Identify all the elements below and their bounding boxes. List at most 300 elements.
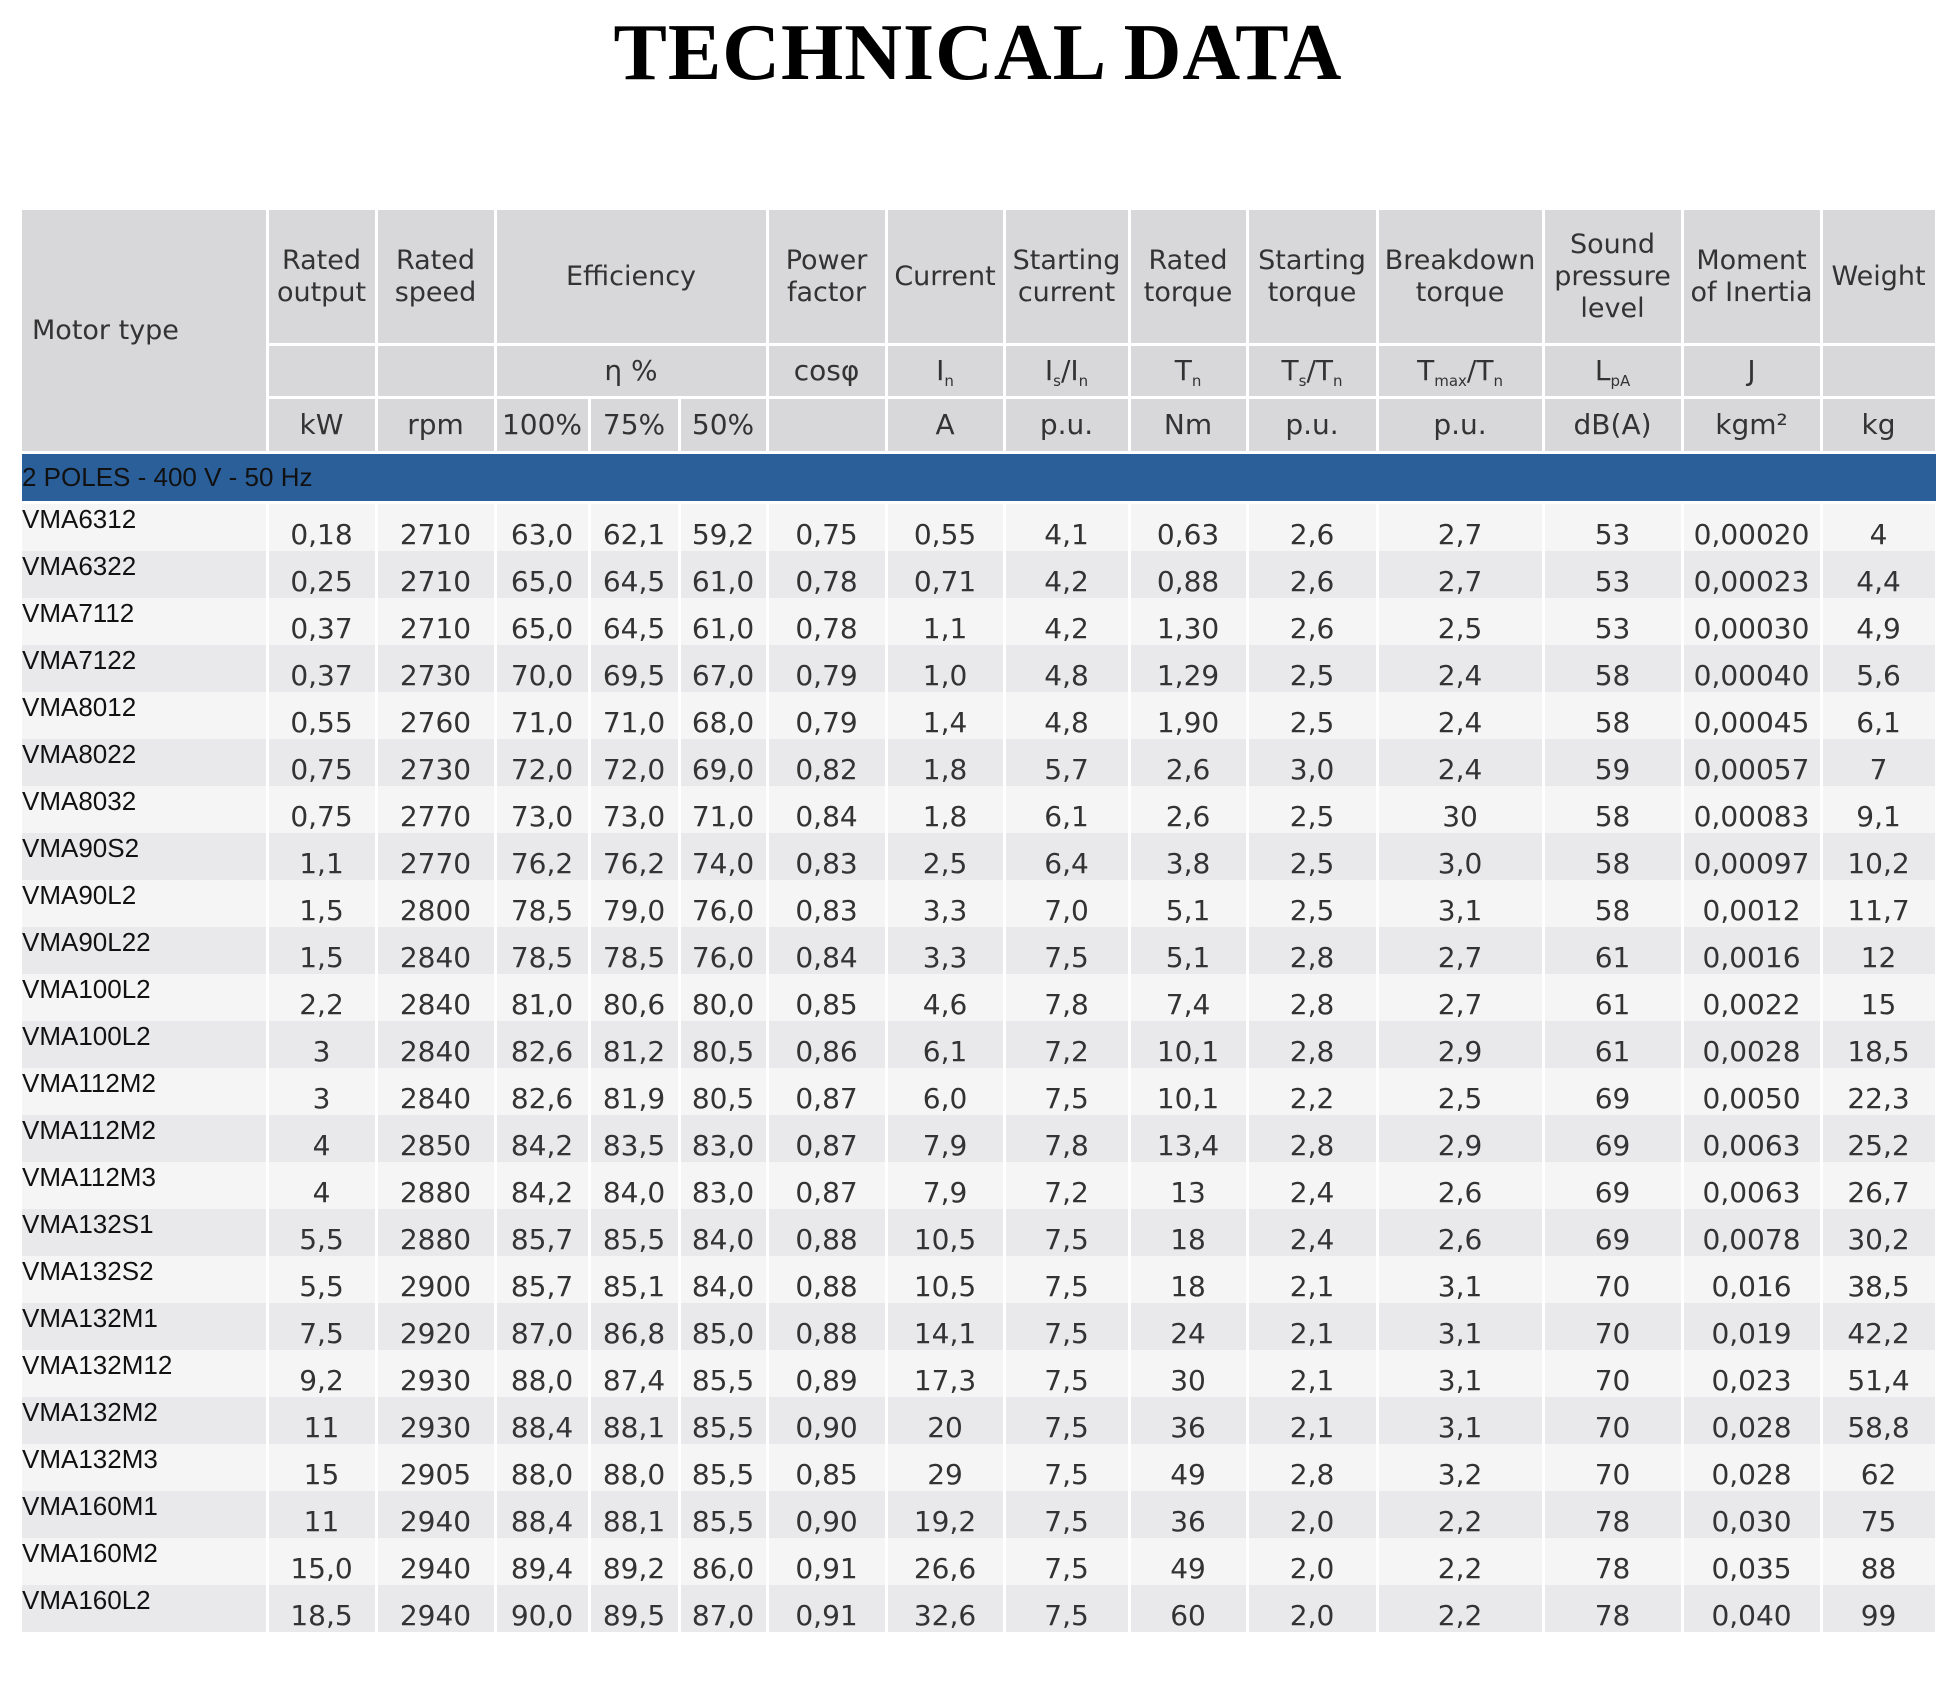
cell-weight: 10,2 [1821,833,1936,880]
cell-power-factor: 0,83 [767,833,886,880]
cell-sound-pressure: 70 [1543,1350,1682,1397]
section-label: 2 POLES - 400 V - 50 Hz [22,453,1936,503]
cell-sound-pressure: 69 [1543,1162,1682,1209]
cell-rated-speed: 2730 [376,739,495,786]
cell-moment-of-inertia: 0,00083 [1682,786,1821,833]
unit-eff-75: 75% [589,398,679,453]
cell-eff-75: 85,5 [589,1209,679,1256]
cell-moment-of-inertia: 0,030 [1682,1491,1821,1538]
cell-eff-100: 65,0 [495,598,589,645]
cell-starting-torque: 2,5 [1247,692,1377,739]
cell-motor-type: VMA6312 [22,503,267,552]
cell-eff-100: 76,2 [495,833,589,880]
cell-rated-torque: 36 [1129,1397,1247,1444]
cell-motor-type: VMA6322 [22,551,267,598]
cell-starting-torque: 3,0 [1247,739,1377,786]
symbol-lpa: $L_{pA}$ [1543,345,1682,398]
symbol-tn: $T_n$ [1129,345,1247,398]
cell-weight: 22,3 [1821,1068,1936,1115]
cell-rated-torque: 18 [1129,1256,1247,1303]
cell-current: 19,2 [886,1491,1004,1538]
cell-breakdown-torque: 2,2 [1377,1491,1543,1538]
table-row [22,1256,1936,1303]
cell-rated-speed: 2940 [376,1491,495,1538]
cell-rated-speed: 2760 [376,692,495,739]
cell-rated-output: 15 [267,1444,376,1491]
cell-eff-100: 63,0 [495,503,589,552]
cell-breakdown-torque: 2,9 [1377,1021,1543,1068]
section-row [22,453,1936,503]
cell-moment-of-inertia: 0,0050 [1682,1068,1821,1115]
cell-eff-75: 85,1 [589,1256,679,1303]
cell-eff-75: 62,1 [589,503,679,552]
unit-pu: p.u. [1004,398,1129,453]
cell-current: 26,6 [886,1538,1004,1585]
cell-eff-75: 81,2 [589,1021,679,1068]
cell-rated-speed: 2840 [376,927,495,974]
cell-starting-current: 7,5 [1004,1068,1129,1115]
cell-eff-50: 80,5 [679,1021,767,1068]
cell-eff-50: 83,0 [679,1115,767,1162]
cell-eff-75: 86,8 [589,1303,679,1350]
cell-current: 17,3 [886,1350,1004,1397]
cell-starting-torque: 2,4 [1247,1209,1377,1256]
cell-eff-50: 85,5 [679,1444,767,1491]
cell-rated-torque: 13 [1129,1162,1247,1209]
symbol-j: J [1682,345,1821,398]
cell-breakdown-torque: 2,7 [1377,503,1543,552]
cell-rated-torque: 49 [1129,1444,1247,1491]
cell-eff-75: 88,1 [589,1491,679,1538]
cell-eff-50: 80,0 [679,974,767,1021]
cell-rated-torque: 5,1 [1129,927,1247,974]
cell-eff-75: 78,5 [589,927,679,974]
cell-moment-of-inertia: 0,0063 [1682,1162,1821,1209]
table-body [22,453,1936,1633]
cell-breakdown-torque: 3,1 [1377,880,1543,927]
cell-current: 7,9 [886,1162,1004,1209]
cell-weight: 58,8 [1821,1397,1936,1444]
cell-power-factor: 0,91 [767,1538,886,1585]
cell-breakdown-torque: 3,2 [1377,1444,1543,1491]
cell-eff-100: 88,0 [495,1350,589,1397]
cell-moment-of-inertia: 0,0063 [1682,1115,1821,1162]
cell-moment-of-inertia: 0,00030 [1682,598,1821,645]
cell-breakdown-torque: 2,4 [1377,739,1543,786]
cell-weight: 18,5 [1821,1021,1936,1068]
cell-weight: 15 [1821,974,1936,1021]
cell-eff-100: 82,6 [495,1068,589,1115]
cell-rated-torque: 5,1 [1129,880,1247,927]
cell-sound-pressure: 58 [1543,880,1682,927]
cell-moment-of-inertia: 0,028 [1682,1397,1821,1444]
symbol-in: $I_n$ [886,345,1004,398]
cell-starting-torque: 2,1 [1247,1397,1377,1444]
cell-rated-output: 0,37 [267,645,376,692]
cell-rated-speed: 2770 [376,833,495,880]
cell-starting-current: 7,5 [1004,1256,1129,1303]
cell-rated-speed: 2930 [376,1397,495,1444]
cell-power-factor: 0,85 [767,1444,886,1491]
cell-starting-current: 4,2 [1004,551,1129,598]
cell-eff-50: 85,5 [679,1350,767,1397]
cell-rated-output: 3 [267,1068,376,1115]
header-efficiency: Efficiency [495,210,767,345]
cell-rated-torque: 30 [1129,1350,1247,1397]
cell-moment-of-inertia: 0,040 [1682,1585,1821,1632]
cell-eff-100: 84,2 [495,1115,589,1162]
cell-moment-of-inertia: 0,00057 [1682,739,1821,786]
cell-power-factor: 0,78 [767,551,886,598]
cell-moment-of-inertia: 0,0078 [1682,1209,1821,1256]
cell-breakdown-torque: 2,2 [1377,1538,1543,1585]
cell-sound-pressure: 70 [1543,1444,1682,1491]
cell-power-factor: 0,84 [767,786,886,833]
cell-rated-output: 0,18 [267,503,376,552]
cell-starting-current: 7,8 [1004,974,1129,1021]
cell-starting-torque: 2,8 [1247,1115,1377,1162]
cell-eff-75: 80,6 [589,974,679,1021]
cell-current: 14,1 [886,1303,1004,1350]
cell-eff-50: 85,0 [679,1303,767,1350]
cell-rated-output: 18,5 [267,1585,376,1632]
cell-eff-50: 80,5 [679,1068,767,1115]
cell-weight: 5,6 [1821,645,1936,692]
cell-rated-torque: 7,4 [1129,974,1247,1021]
cell-starting-torque: 2,5 [1247,786,1377,833]
cell-eff-100: 90,0 [495,1585,589,1632]
cell-starting-current: 7,5 [1004,1585,1129,1632]
cell-weight: 6,1 [1821,692,1936,739]
cell-current: 2,5 [886,833,1004,880]
symbol-tmax-tn: $T_{max}/T_n$ [1377,345,1543,398]
cell-rated-torque: 0,88 [1129,551,1247,598]
cell-eff-75: 83,5 [589,1115,679,1162]
cell-starting-current: 4,8 [1004,645,1129,692]
unit-nm: Nm [1129,398,1247,453]
table-row [22,1538,1936,1585]
header-motor-type: Motor type [22,210,267,453]
cell-starting-torque: 2,8 [1247,974,1377,1021]
cell-rated-output: 0,25 [267,551,376,598]
cell-rated-torque: 10,1 [1129,1021,1247,1068]
cell-eff-100: 85,7 [495,1209,589,1256]
cell-eff-100: 85,7 [495,1256,589,1303]
cell-sound-pressure: 61 [1543,927,1682,974]
table-row [22,503,1936,552]
cell-rated-speed: 2730 [376,645,495,692]
cell-eff-50: 86,0 [679,1538,767,1585]
cell-eff-75: 84,0 [589,1162,679,1209]
cell-motor-type: VMA8022 [22,739,267,786]
cell-rated-speed: 2880 [376,1162,495,1209]
table-row [22,1162,1936,1209]
cell-current: 3,3 [886,927,1004,974]
cell-weight: 62 [1821,1444,1936,1491]
header-breakdown-torque: Breakdown torque [1377,210,1543,345]
cell-eff-100: 78,5 [495,880,589,927]
cell-rated-output: 1,5 [267,927,376,974]
cell-current: 29 [886,1444,1004,1491]
cell-breakdown-torque: 2,5 [1377,1068,1543,1115]
cell-eff-50: 69,0 [679,739,767,786]
cell-rated-speed: 2930 [376,1350,495,1397]
cell-starting-current: 7,2 [1004,1021,1129,1068]
cell-eff-75: 69,5 [589,645,679,692]
cell-eff-50: 68,0 [679,692,767,739]
cell-motor-type: VMA132M12 [22,1350,267,1397]
cell-rated-output: 3 [267,1021,376,1068]
cell-starting-torque: 2,1 [1247,1350,1377,1397]
cell-eff-50: 83,0 [679,1162,767,1209]
table-row [22,1491,1936,1538]
cell-power-factor: 0,90 [767,1491,886,1538]
header-rated-torque: Rated torque [1129,210,1247,345]
cell-current: 0,55 [886,503,1004,552]
cell-starting-torque: 2,0 [1247,1538,1377,1585]
cell-eff-75: 72,0 [589,739,679,786]
cell-breakdown-torque: 3,1 [1377,1397,1543,1444]
table-row [22,1068,1936,1115]
cell-rated-output: 5,5 [267,1209,376,1256]
table-row [22,1585,1936,1632]
cell-starting-torque: 2,4 [1247,1162,1377,1209]
cell-eff-75: 89,5 [589,1585,679,1632]
table-row [22,1350,1936,1397]
cell-moment-of-inertia: 0,00020 [1682,503,1821,552]
unit-blank [767,398,886,453]
cell-eff-50: 74,0 [679,833,767,880]
cell-current: 1,1 [886,598,1004,645]
cell-eff-50: 61,0 [679,551,767,598]
cell-eff-100: 78,5 [495,927,589,974]
cell-rated-torque: 49 [1129,1538,1247,1585]
header-starting-torque: Starting torque [1247,210,1377,345]
cell-eff-50: 71,0 [679,786,767,833]
cell-rated-speed: 2710 [376,503,495,552]
cell-current: 1,4 [886,692,1004,739]
table-row [22,1209,1936,1256]
header-rated-output: Rated output [267,210,376,345]
cell-weight: 38,5 [1821,1256,1936,1303]
table-row [22,1115,1936,1162]
cell-eff-75: 89,2 [589,1538,679,1585]
cell-motor-type: VMA100L2 [22,1021,267,1068]
cell-weight: 4,4 [1821,551,1936,598]
table-row [22,598,1936,645]
cell-rated-torque: 2,6 [1129,786,1247,833]
unit-kw: kW [267,398,376,453]
cell-eff-100: 87,0 [495,1303,589,1350]
cell-weight: 51,4 [1821,1350,1936,1397]
cell-power-factor: 0,78 [767,598,886,645]
cell-eff-50: 84,0 [679,1209,767,1256]
cell-starting-torque: 2,8 [1247,1444,1377,1491]
table-row [22,692,1936,739]
cell-rated-speed: 2840 [376,974,495,1021]
cell-sound-pressure: 70 [1543,1256,1682,1303]
cell-rated-output: 1,5 [267,880,376,927]
cell-breakdown-torque: 3,1 [1377,1303,1543,1350]
cell-eff-50: 84,0 [679,1256,767,1303]
cell-starting-torque: 2,8 [1247,927,1377,974]
unit-eff-50: 50% [679,398,767,453]
cell-eff-50: 85,5 [679,1397,767,1444]
cell-breakdown-torque: 2,7 [1377,927,1543,974]
cell-eff-100: 81,0 [495,974,589,1021]
cell-starting-torque: 2,8 [1247,1021,1377,1068]
cell-starting-current: 7,8 [1004,1115,1129,1162]
cell-breakdown-torque: 2,9 [1377,1115,1543,1162]
cell-current: 32,6 [886,1585,1004,1632]
cell-power-factor: 0,87 [767,1162,886,1209]
unit-ampere: A [886,398,1004,453]
cell-eff-100: 88,0 [495,1444,589,1491]
cell-power-factor: 0,86 [767,1021,886,1068]
symbol-cosphi: cosφ [767,345,886,398]
table-row [22,974,1936,1021]
table-row [22,551,1936,598]
cell-eff-75: 88,1 [589,1397,679,1444]
cell-current: 4,6 [886,974,1004,1021]
cell-moment-of-inertia: 0,0016 [1682,927,1821,974]
cell-weight: 4 [1821,503,1936,552]
symbol-blank [376,345,495,398]
cell-power-factor: 0,84 [767,927,886,974]
cell-sound-pressure: 78 [1543,1491,1682,1538]
cell-rated-output: 0,75 [267,739,376,786]
cell-moment-of-inertia: 0,0028 [1682,1021,1821,1068]
cell-eff-50: 87,0 [679,1585,767,1632]
cell-weight: 75 [1821,1491,1936,1538]
cell-sound-pressure: 53 [1543,503,1682,552]
table-row [22,1444,1936,1491]
cell-moment-of-inertia: 0,016 [1682,1256,1821,1303]
header-power-factor: Power factor [767,210,886,345]
unit-dba: dB(A) [1543,398,1682,453]
cell-power-factor: 0,82 [767,739,886,786]
cell-current: 0,71 [886,551,1004,598]
cell-eff-100: 89,4 [495,1538,589,1585]
cell-starting-current: 6,4 [1004,833,1129,880]
cell-current: 10,5 [886,1256,1004,1303]
cell-eff-100: 88,4 [495,1397,589,1444]
cell-weight: 88 [1821,1538,1936,1585]
cell-rated-speed: 2770 [376,786,495,833]
cell-sound-pressure: 78 [1543,1585,1682,1632]
unit-kg: kg [1821,398,1936,453]
unit-pu: p.u. [1377,398,1543,453]
unit-pu: p.u. [1247,398,1377,453]
header-rated-speed: Rated speed [376,210,495,345]
cell-motor-type: VMA112M2 [22,1115,267,1162]
cell-motor-type: VMA132M1 [22,1303,267,1350]
cell-current: 1,0 [886,645,1004,692]
cell-rated-output: 1,1 [267,833,376,880]
cell-sound-pressure: 78 [1543,1538,1682,1585]
cell-starting-torque: 2,1 [1247,1303,1377,1350]
cell-motor-type: VMA112M2 [22,1068,267,1115]
cell-rated-torque: 0,63 [1129,503,1247,552]
unit-kgm2: kgm² [1682,398,1821,453]
symbol-ts-tn: $T_s/T_n$ [1247,345,1377,398]
cell-rated-torque: 18 [1129,1209,1247,1256]
cell-breakdown-torque: 2,5 [1377,598,1543,645]
cell-starting-current: 7,5 [1004,1491,1129,1538]
cell-rated-torque: 10,1 [1129,1068,1247,1115]
cell-eff-50: 76,0 [679,927,767,974]
cell-starting-current: 7,0 [1004,880,1129,927]
cell-motor-type: VMA160L2 [22,1585,267,1632]
table-row [22,645,1936,692]
cell-power-factor: 0,88 [767,1256,886,1303]
cell-rated-torque: 60 [1129,1585,1247,1632]
table-row [22,786,1936,833]
cell-eff-75: 73,0 [589,786,679,833]
cell-motor-type: VMA90L2 [22,880,267,927]
table-row [22,1021,1936,1068]
cell-power-factor: 0,87 [767,1068,886,1115]
cell-power-factor: 0,87 [767,1115,886,1162]
cell-moment-of-inertia: 0,00023 [1682,551,1821,598]
cell-eff-75: 87,4 [589,1350,679,1397]
symbol-eta: η % [495,345,767,398]
cell-sound-pressure: 61 [1543,1021,1682,1068]
cell-eff-100: 88,4 [495,1491,589,1538]
cell-rated-speed: 2920 [376,1303,495,1350]
cell-rated-output: 11 [267,1397,376,1444]
cell-starting-torque: 2,6 [1247,598,1377,645]
cell-starting-current: 4,1 [1004,503,1129,552]
cell-starting-current: 7,5 [1004,1209,1129,1256]
cell-weight: 7 [1821,739,1936,786]
symbol-blank [1821,345,1936,398]
cell-power-factor: 0,83 [767,880,886,927]
cell-moment-of-inertia: 0,035 [1682,1538,1821,1585]
cell-power-factor: 0,75 [767,503,886,552]
cell-sound-pressure: 53 [1543,598,1682,645]
cell-sound-pressure: 58 [1543,786,1682,833]
cell-eff-100: 82,6 [495,1021,589,1068]
cell-weight: 4,9 [1821,598,1936,645]
cell-starting-current: 4,8 [1004,692,1129,739]
cell-starting-current: 7,2 [1004,1162,1129,1209]
cell-moment-of-inertia: 0,023 [1682,1350,1821,1397]
cell-rated-torque: 13,4 [1129,1115,1247,1162]
cell-rated-output: 9,2 [267,1350,376,1397]
cell-starting-torque: 2,6 [1247,503,1377,552]
cell-rated-torque: 36 [1129,1491,1247,1538]
cell-current: 10,5 [886,1209,1004,1256]
cell-rated-output: 0,75 [267,786,376,833]
cell-starting-current: 7,5 [1004,1538,1129,1585]
cell-eff-50: 85,5 [679,1491,767,1538]
cell-starting-torque: 2,0 [1247,1491,1377,1538]
cell-rated-speed: 2710 [376,598,495,645]
cell-rated-speed: 2710 [376,551,495,598]
cell-sound-pressure: 69 [1543,1068,1682,1115]
table-row [22,1397,1936,1444]
cell-rated-output: 0,37 [267,598,376,645]
header-sound-pressure: Sound pressure level [1543,210,1682,345]
cell-sound-pressure: 58 [1543,692,1682,739]
symbol-is-in: $I_s/I_n$ [1004,345,1129,398]
cell-rated-speed: 2940 [376,1585,495,1632]
technical-data-table [22,210,1938,1632]
table-header [22,210,1936,453]
cell-power-factor: 0,90 [767,1397,886,1444]
cell-breakdown-torque: 30 [1377,786,1543,833]
